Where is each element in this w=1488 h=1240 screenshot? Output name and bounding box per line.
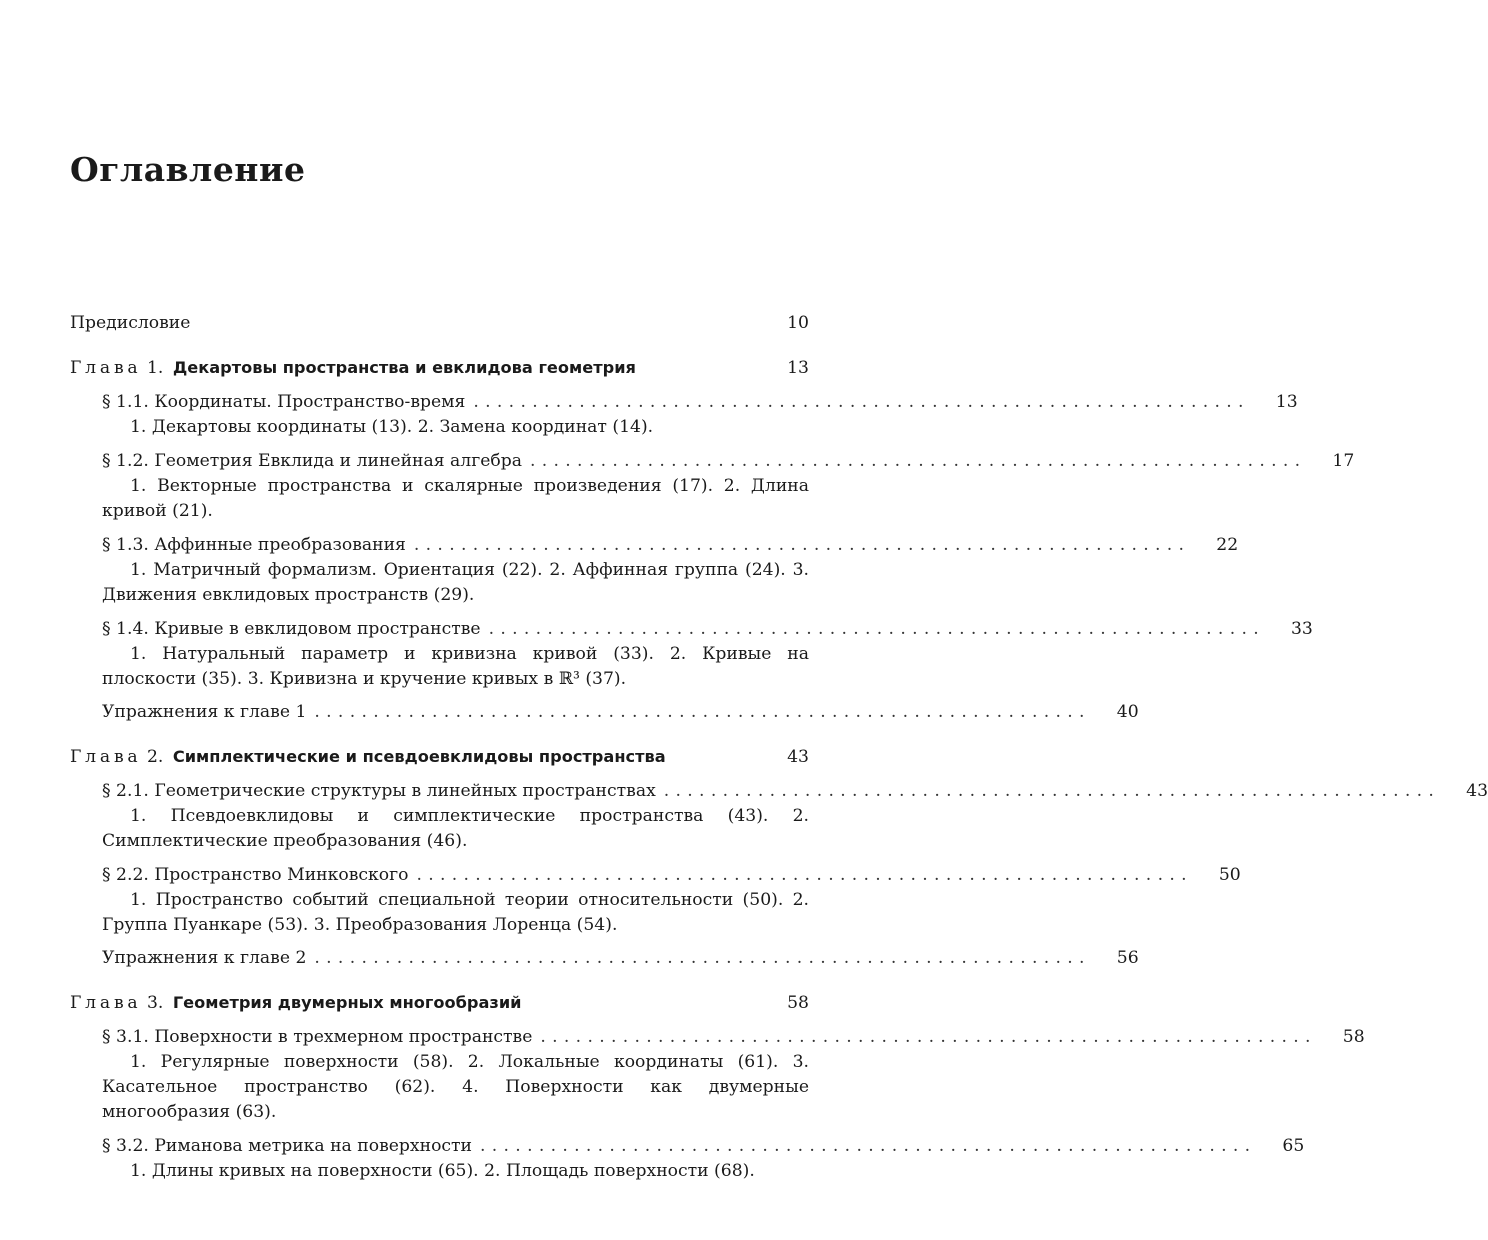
- page-number: 58: [1342, 1027, 1365, 1047]
- section-description: 1. Декартовы координаты (13). 2. Замена координат (14).: [130, 417, 654, 437]
- section-title: § 3.1. Поверхности в трехмерном пространстве: [102, 1027, 533, 1047]
- toc-preface[interactable]: [70, 311, 809, 336]
- section-description: 1. Регулярные поверхности (58). 2. Локальные координаты (61). 3. Касательное пространство (62). 4. Поверхности как двумерные многообразия (63).: [102, 1052, 809, 1122]
- chapter-name: Геометрия двумерных многообразий: [172, 993, 522, 1012]
- chapter-number: 1.: [146, 358, 164, 378]
- leader-dots: ..................................................................: [480, 1136, 1257, 1156]
- section-title: § 1.2. Геометрия Евклида и линейная алгебра: [102, 451, 522, 471]
- toc-section[interactable]: [70, 533, 1239, 608]
- chapter-name: Симплектические и псевдоевклидовы пространства: [172, 747, 666, 766]
- section-title: § 2.1. Геометрические структуры в линейных пространствах: [102, 781, 656, 801]
- page-number: 13: [787, 358, 809, 378]
- exercises-label: Упражнения к главе 1: [102, 702, 307, 722]
- toc-section[interactable]: [70, 390, 1298, 440]
- preface-label: Предисловие: [70, 313, 191, 333]
- leader-dots: ..................................................................: [314, 948, 1091, 968]
- leader-dots: ..................................................................: [530, 451, 1307, 471]
- chapter-prefix: Глава: [70, 993, 142, 1013]
- section-description: 1. Векторные пространства и скалярные произведения (17). 2. Длина кривой (21).: [102, 476, 809, 521]
- leader-dots: ..................................................................: [416, 865, 1193, 885]
- page-number: 58: [787, 993, 809, 1013]
- page-number: 43: [787, 747, 809, 767]
- section-description: 1. Матричный формализм. Ориентация (22). 2. Аффинная группа (24). 3. Движения евклидовых пространств (29).: [102, 560, 809, 605]
- page-number: 40: [1116, 702, 1139, 722]
- section-description: 1. Натуральный параметр и кривизна кривой (33). 2. Кривые на плоскости (35). 3. Кривизна и кручение кривых в ℝ³ (37).: [102, 644, 809, 689]
- chapter-prefix: Глава: [70, 747, 142, 767]
- toc-chapter-2[interactable]: [70, 744, 809, 770]
- page-number: 65: [1282, 1136, 1305, 1156]
- section-title: § 1.4. Кривые в евклидовом пространстве: [102, 619, 481, 639]
- chapter-number: 3.: [146, 993, 164, 1013]
- leader-dots: ..................................................................: [540, 1027, 1317, 1047]
- exercises-label: Упражнения к главе 2: [102, 948, 307, 968]
- page-number: 50: [1218, 865, 1241, 885]
- page-number: 43: [1466, 781, 1488, 801]
- toc-section[interactable]: [70, 1025, 1365, 1125]
- toc-section[interactable]: [70, 863, 1241, 938]
- section-description: 1. Пространство событий специальной теории относительности (50). 2. Группа Пуанкаре (53). 3. Преобразования Лоренца (54).: [102, 890, 809, 935]
- toc-exercises[interactable]: [70, 700, 1139, 725]
- section-title: § 1.3. Аффинные преобразования: [102, 535, 406, 555]
- leader-dots: ..................................................................: [488, 619, 1265, 639]
- chapter-prefix: Глава: [70, 358, 142, 378]
- toc-section[interactable]: [70, 779, 1488, 854]
- page-number: 17: [1332, 451, 1355, 471]
- leader-dots: ..................................................................: [314, 702, 1091, 722]
- toc-section[interactable]: [70, 1134, 1305, 1184]
- leader-dots: ..................................................................: [473, 392, 1250, 412]
- page-number: 22: [1216, 535, 1239, 555]
- toc-exercises[interactable]: [70, 946, 1139, 971]
- page-number: 33: [1290, 619, 1313, 639]
- page-number: 56: [1116, 948, 1139, 968]
- toc-chapter-1[interactable]: [70, 355, 809, 381]
- section-description: 1. Длины кривых на поверхности (65). 2. Площадь поверхности (68).: [130, 1161, 755, 1181]
- toc-section[interactable]: [70, 449, 1355, 524]
- leader-dots: ..................................................................: [663, 781, 1441, 801]
- page-number: 13: [1275, 392, 1298, 412]
- section-title: § 2.2. Пространство Минковского: [102, 865, 409, 885]
- chapter-number: 2.: [146, 747, 164, 767]
- toc-section[interactable]: [70, 617, 1313, 692]
- section-title: § 1.1. Координаты. Пространство-время: [102, 392, 466, 412]
- table-of-contents: [70, 311, 1488, 1184]
- toc-chapter-3[interactable]: [70, 990, 809, 1016]
- section-title: § 3.2. Риманова метрика на поверхности: [102, 1136, 473, 1156]
- leader-dots: ..................................................................: [413, 535, 1191, 555]
- page-title: Оглавление: [70, 150, 306, 189]
- section-description: 1. Псевдоевклидовы и симплектические пространства (43). 2. Симплектические преобразования (46).: [102, 806, 809, 851]
- page-number: 10: [787, 313, 809, 333]
- chapter-name: Декартовы пространства и евклидова геометрия: [172, 358, 636, 377]
